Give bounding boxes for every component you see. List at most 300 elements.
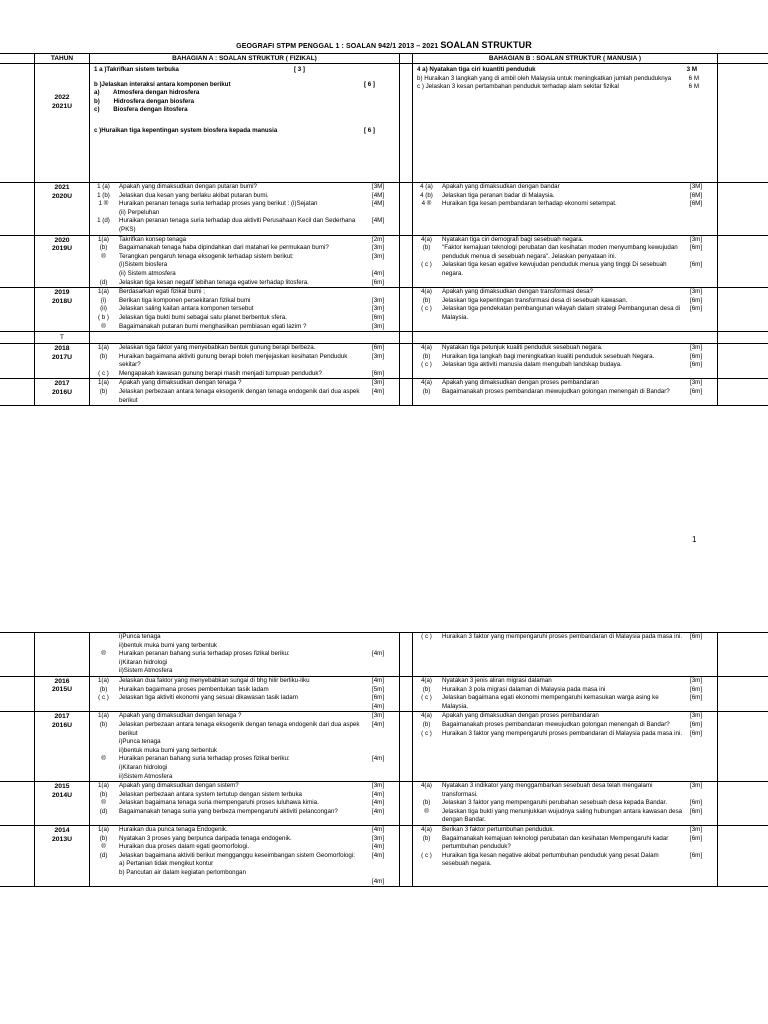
question-item-a bbox=[91, 353, 398, 370]
question-item-b bbox=[414, 799, 716, 808]
question-item-a bbox=[91, 323, 398, 332]
question-item-a bbox=[91, 826, 398, 835]
question-number: (b) bbox=[99, 834, 108, 842]
bahagian-a-cell bbox=[90, 183, 400, 235]
question-item-b bbox=[414, 236, 716, 245]
question-number: (ii) bbox=[100, 305, 107, 313]
bahagian-a-cell bbox=[90, 288, 400, 331]
question-item-b bbox=[414, 344, 716, 353]
bahagian-a-cell bbox=[90, 677, 400, 711]
question-text: Bagaimanakah tenaga haba dipindahkan dari matahari ke permukaan bumi? bbox=[119, 244, 329, 252]
question-mark: [3m] bbox=[690, 235, 703, 243]
question-number: ® bbox=[101, 322, 106, 330]
question-item-a bbox=[91, 288, 398, 297]
year-cell: 2015 2014U bbox=[34, 782, 90, 825]
question-item-b bbox=[414, 730, 716, 739]
question-mark: [6m] bbox=[690, 685, 703, 693]
question-text: Huraikan peranan bahang suria terhadap proses fizikal beriku: i)Kitaran hidrologi ii)Sistem Atmosfera bbox=[119, 755, 290, 780]
question-text: Huraikan tiga kesan negative akibat pertumbuhan penduduk yang pesat Dalam sesebuah negara. bbox=[442, 851, 659, 868]
question-item-a bbox=[91, 200, 398, 217]
question-mark bbox=[370, 667, 398, 676]
question-number: ( c ) bbox=[421, 305, 432, 313]
question-mark: [3m] bbox=[372, 252, 385, 260]
table-row bbox=[0, 712, 768, 782]
bahagian-a-cell bbox=[90, 236, 400, 288]
table-row bbox=[0, 344, 768, 379]
question-mark: [6m] bbox=[690, 261, 703, 269]
year-cell: 2019 2018U bbox=[34, 288, 90, 331]
intro-b-3-mark: 6 M bbox=[688, 83, 699, 91]
question-mark: [3m] bbox=[372, 834, 385, 842]
question-item-a bbox=[91, 192, 398, 201]
question-mark: [4m] bbox=[372, 843, 385, 851]
question-text: Huraikan peranan tenaga suria terhadap dua aktiviti Perusahaan Kecil dan Sederhana (PKS) bbox=[119, 217, 356, 233]
question-item-a bbox=[91, 314, 398, 323]
question-mark: [3M] bbox=[372, 183, 385, 190]
question-number: 1(a) bbox=[97, 676, 109, 684]
question-mark: [6m] bbox=[690, 352, 703, 360]
question-item-b bbox=[414, 183, 716, 192]
question-text: (ii) Sistem atmosfera bbox=[119, 269, 176, 277]
question-text: Jelaskan tiga kepentingan transformasi desa di sesebuah kawasan. bbox=[442, 296, 628, 304]
question-text: Mengapakah kawasan gunung berapi masih menjadi tumpuan penduduk? bbox=[119, 369, 322, 377]
question-item-a bbox=[91, 686, 398, 695]
question-number: (b) bbox=[99, 790, 108, 798]
question-item-a bbox=[91, 642, 398, 651]
year-cell: 2016 2015U bbox=[34, 677, 90, 711]
question-item-a bbox=[91, 703, 398, 712]
question-text: "Faktor kemajuan teknologi perubatan dan kesihatan moden menyumbang kewujudan penduduk menua di sesebuah negara". Jelaskan penyataan ini. bbox=[442, 244, 678, 260]
question-mark: [3m] bbox=[372, 782, 385, 790]
question-mark: [6m] bbox=[690, 851, 703, 859]
question-item-a bbox=[91, 721, 398, 755]
question-mark: [2m] bbox=[372, 235, 385, 243]
question-mark: [6m] bbox=[690, 720, 703, 728]
question-mark: [4m] bbox=[372, 720, 385, 728]
question-number: (b) bbox=[422, 244, 431, 252]
question-text: Jelaskan perbezaan antara system tertutup dengan sistem terbuka bbox=[119, 790, 302, 798]
question-number: ( c ) bbox=[98, 369, 109, 377]
question-item-a bbox=[91, 835, 398, 844]
table-row bbox=[0, 236, 768, 289]
question-mark: [3m] bbox=[690, 288, 703, 296]
table-row bbox=[0, 379, 768, 406]
question-mark: [4m] [4m] bbox=[372, 851, 385, 885]
question-text: Takrifkan konsep tenaga bbox=[119, 235, 187, 243]
question-number: (b) bbox=[422, 352, 431, 360]
question-number: 1(a) bbox=[97, 782, 109, 790]
question-number: (b) bbox=[422, 720, 431, 728]
question-text: Nyatakan tiga ciri demografi bagi sesebuah negara. bbox=[442, 235, 584, 243]
header-title: GEOGRAFI STPM PENGGAL 1 : SOALAN 942/1 2013 – 2021 bbox=[236, 43, 439, 50]
question-mark: [6m] bbox=[690, 799, 703, 807]
question-text: Jelaskan dua faktor yang menyebabkan sungai di bhg hilir berliku-liku bbox=[119, 676, 310, 684]
question-mark: [6m] bbox=[372, 344, 385, 352]
question-number: ® bbox=[101, 843, 106, 851]
col-tahun-header: TAHUN bbox=[34, 54, 90, 63]
question-mark: [6m] bbox=[690, 729, 703, 737]
question-text: Nyatakan 3 jenis aliran migrasi dalaman bbox=[442, 676, 552, 684]
question-text: i)Kitaran hidrologi bbox=[119, 658, 168, 666]
table-row bbox=[0, 782, 768, 826]
question-number: (b) bbox=[422, 296, 431, 304]
question-number bbox=[91, 270, 116, 279]
question-item-b bbox=[414, 686, 716, 695]
question-item-a bbox=[91, 782, 398, 791]
question-mark: [4m] bbox=[372, 269, 385, 277]
question-text: Jelaskan bagaimana tenaga suria mempengaruhi proses luluhawa kimia. bbox=[119, 799, 319, 807]
question-mark: [6m] bbox=[372, 369, 385, 377]
question-mark: [3m] bbox=[372, 322, 385, 330]
question-text: Jelaskan tiga faktor yang menyebabkan bentuk gunung berapi berbeza. bbox=[119, 344, 316, 352]
question-item-b bbox=[414, 835, 716, 852]
question-text: Jelaskan tiga bukti yang menunjukkan wujudnya saling hubungan antara kawasan desa dengan Bandar. bbox=[442, 807, 683, 824]
question-mark: [3m] bbox=[372, 305, 385, 313]
question-text: Apakah yang dimaksudkan dengan proses pembandaran bbox=[442, 712, 599, 720]
question-text: Apakah yang dimaksudkan dengan putaran bumi? bbox=[119, 183, 257, 190]
bahagian-a-cell bbox=[90, 633, 400, 676]
question-mark: [3m] bbox=[372, 296, 385, 304]
bahagian-a-cell bbox=[90, 344, 400, 378]
question-text: Jelaskan saling kaitan antara komponen tersebut bbox=[119, 305, 254, 313]
intro-a-1-mark: [ 3 ] bbox=[293, 66, 305, 73]
question-item-b bbox=[414, 712, 716, 721]
question-item-a bbox=[91, 379, 398, 388]
question-mark: [4m] bbox=[372, 702, 385, 710]
table-row bbox=[0, 677, 768, 712]
bahagian-b-cell bbox=[412, 782, 718, 825]
year-cell: 2020 2019U bbox=[34, 236, 90, 288]
intro-bahagian-b bbox=[412, 64, 718, 182]
question-text: Huraikan 3 pola migrasi dalaman di Malaysia pada masa ini bbox=[442, 685, 606, 693]
question-mark: [6m] bbox=[690, 388, 703, 396]
year-cell: 2022 2021U bbox=[34, 64, 90, 182]
question-text: Jelaskan tiga bukti bumi sebagai satu planet berbentuk sfera. bbox=[119, 313, 287, 321]
question-number: ® bbox=[101, 252, 106, 260]
question-mark: [4M] bbox=[372, 200, 385, 208]
table-page-2 bbox=[0, 632, 768, 887]
question-text: Huraikan 3 faktor yang mempengaruhi proses pembandaran di Malaysia pada masa ini. bbox=[442, 729, 683, 737]
question-item-a bbox=[91, 659, 398, 668]
question-mark: [6m] bbox=[690, 633, 703, 640]
question-mark: [4M] bbox=[372, 191, 385, 199]
intro-a-3: a) Atmosfera dengan hidrosfera bbox=[94, 89, 200, 96]
question-item-a bbox=[91, 852, 398, 886]
question-mark: [6m] bbox=[690, 694, 703, 702]
question-text: Apakah yang dimaksudkan dengan tenaga ? bbox=[119, 379, 242, 387]
question-mark: [6M] bbox=[690, 200, 703, 208]
intro-b-3: c ) Jelaskan 3 kesan pertambahan penduduk terhadap alam sekitar fizikal bbox=[417, 83, 619, 91]
question-number: ® bbox=[101, 799, 106, 807]
year-cell: 2017 2016U bbox=[34, 379, 90, 405]
bahagian-b-cell bbox=[412, 826, 718, 886]
question-item-b bbox=[414, 200, 716, 209]
question-number: ® bbox=[424, 807, 429, 815]
year-cell: 2021 2020U bbox=[34, 183, 90, 235]
question-text: Huraikan bagaimana aktiviti gunung berapi boleh menjejaskan kesihatan Penduduk sekitar? bbox=[119, 352, 348, 369]
question-item-a bbox=[91, 183, 398, 192]
question-text: Jelaskan tiga kesan egative kewujudan penduduk menua yang tinggi Di sesebuah negara. bbox=[442, 261, 667, 277]
question-number: ( c ) bbox=[421, 361, 432, 369]
intro-b-2-mark: 6 M bbox=[688, 74, 699, 82]
question-number: 1 (b) bbox=[97, 191, 110, 199]
question-item-b bbox=[414, 192, 716, 201]
question-number: 4 (a) bbox=[420, 183, 433, 190]
question-item-b bbox=[414, 388, 716, 397]
question-item-a bbox=[91, 244, 398, 253]
question-text: Nyatakan 3 proses yang berpunca daripada tenaga endogenik. bbox=[119, 834, 292, 842]
question-mark: [4m] bbox=[372, 807, 385, 815]
question-text: Huraikan dua punca tenaga Endogenik. bbox=[119, 826, 228, 834]
question-number: (b) bbox=[422, 799, 431, 807]
question-text: Huraikan peranan tenaga suria terhadap proses yang berikut : (i)Sejatan (ii) Perpeluhan bbox=[119, 200, 318, 216]
question-text: Bagaimanakah putaran bumi menghasilkan pembiasan egati lazim ? bbox=[119, 322, 307, 330]
question-text: Jelaskan tiga aktiviti ekonomi yang sesuai dikawasan tasik ladam bbox=[119, 694, 298, 702]
question-text: Bagaimanakah tenaga suria yang berbeza mempengaruhi aktiviti pelancongan? bbox=[119, 807, 338, 815]
question-text: Jelaskan 3 faktor yang mempengaruhi perubahan sesebuah desa kepada Bandar. bbox=[442, 799, 667, 807]
question-mark: [3m] bbox=[372, 352, 385, 360]
question-text: Jelaskan tiga aktiviti manusia dalam mengubah landskap budaya. bbox=[442, 361, 622, 369]
question-number: 4 ® bbox=[421, 200, 432, 208]
table-row bbox=[0, 183, 768, 236]
table-page-1 bbox=[0, 53, 768, 406]
question-number: 1(a) bbox=[97, 712, 109, 720]
document-header bbox=[0, 40, 768, 50]
bahagian-a-cell bbox=[90, 712, 400, 781]
question-text: Apakah yang dimaksudkan dengan tenaga ? bbox=[119, 712, 242, 720]
question-item-a bbox=[91, 633, 398, 642]
question-mark: [3M] bbox=[690, 183, 703, 190]
question-text: Huraikan 3 faktor yang mempengaruhi proses pembandaran di Malaysia pada masa ini. bbox=[442, 633, 683, 640]
question-mark: [3m] bbox=[690, 379, 703, 387]
table-row bbox=[0, 826, 768, 887]
intro-b-2: b) Huraikan 3 langkah yang di ambil oleh Malaysia untuk meningkatkan jumlah penduduknya bbox=[417, 74, 672, 82]
question-number bbox=[91, 659, 116, 668]
header-title-big: SOALAN STRUKTUR bbox=[440, 40, 532, 50]
bahagian-b-cell bbox=[412, 236, 718, 288]
question-number: ( c ) bbox=[421, 694, 432, 702]
question-item-b bbox=[414, 353, 716, 362]
t-marker: T bbox=[34, 332, 90, 344]
question-mark: [3m] bbox=[690, 782, 703, 790]
intro-a-1: 1 a )Takrifkan sistem terbuka bbox=[94, 66, 179, 73]
question-number: 1(a) bbox=[97, 826, 109, 834]
question-number: ® bbox=[101, 650, 106, 658]
question-number: 4 (b) bbox=[420, 191, 433, 199]
question-text: Bagaimanakah kemajuan teknologi perubatan dan kesihatan Mempengaruhi kadar pertumbuhan penduduk? bbox=[442, 834, 669, 851]
question-text: Berdasarkan egati fizikal bumi ; bbox=[119, 288, 205, 296]
question-number: ® bbox=[101, 755, 106, 763]
bahagian-b-cell bbox=[412, 712, 718, 781]
question-item-a bbox=[91, 843, 398, 852]
question-number: (b) bbox=[99, 388, 108, 396]
intro-a-4: b) Hidrosfera dengan biosfera bbox=[94, 97, 195, 105]
bahagian-b-cell bbox=[412, 677, 718, 711]
question-item-a bbox=[91, 217, 398, 234]
intro-a-6-mark: [ 6 ] bbox=[363, 126, 375, 134]
question-number: (d) bbox=[99, 807, 108, 815]
intro-a-5: c) Biosfera dengan litosfera bbox=[94, 106, 188, 113]
question-number: ( c ) bbox=[421, 633, 432, 640]
question-item-b bbox=[414, 379, 716, 388]
bahagian-a-cell bbox=[90, 379, 400, 405]
question-number bbox=[91, 642, 116, 651]
question-item-a bbox=[91, 799, 398, 808]
question-number: (b) bbox=[99, 685, 108, 693]
question-mark: [4m] bbox=[372, 826, 385, 834]
question-text: Berikan 3 faktor pertumbuhan penduduk. bbox=[442, 826, 555, 834]
question-item-a bbox=[91, 305, 398, 314]
question-item-a bbox=[91, 712, 398, 721]
question-number: (b) bbox=[99, 720, 108, 728]
question-item-b bbox=[414, 826, 716, 835]
question-text: Apakah yang dimaksudkan dengan proses pembandaran bbox=[442, 379, 599, 387]
question-mark: [6m] bbox=[690, 305, 703, 313]
question-item-a bbox=[91, 808, 398, 817]
question-number bbox=[91, 633, 116, 642]
page-number: 1 bbox=[692, 535, 697, 544]
question-mark: [4m] bbox=[372, 650, 385, 658]
question-text: ii)bentuk muka bumi yang terbentuk bbox=[119, 641, 218, 649]
intro-bahagian-a bbox=[90, 64, 400, 182]
bahagian-b-cell bbox=[412, 183, 718, 235]
question-text: Jelaskan perbezaan antara tenaga eksogenik dengan tenaga endogenik dari dua aspek berikut i)Punca tenaga ii)bentuk muka bumi yang terbentuk bbox=[119, 720, 360, 754]
intro-a-6: c )Huraikan tiga kepentingan system biosfera kepada manusia bbox=[94, 126, 278, 134]
bahagian-b-cell bbox=[412, 633, 718, 676]
question-mark: [5m] bbox=[372, 685, 385, 693]
question-number: 1 (d) bbox=[97, 217, 110, 225]
question-text: Apakah yang dimaksudkan dengan transformasi desa? bbox=[442, 288, 594, 296]
question-mark bbox=[370, 633, 398, 642]
question-mark: [6m] bbox=[372, 278, 385, 286]
question-number: 1(a) bbox=[97, 235, 109, 243]
question-number: 1(a) bbox=[97, 379, 109, 387]
question-number: (d) bbox=[99, 278, 108, 286]
question-number: ( c ) bbox=[98, 694, 109, 702]
question-text: Huraikan peranan bahang suria terhadap proses fizikal beriku: bbox=[119, 650, 290, 658]
question-item-a bbox=[91, 694, 398, 703]
question-number: 4(a) bbox=[420, 712, 432, 720]
question-number: (i) bbox=[100, 296, 107, 304]
question-item-a bbox=[91, 388, 398, 405]
question-number bbox=[91, 667, 116, 676]
question-number: ( b ) bbox=[97, 313, 109, 321]
t-row bbox=[0, 332, 768, 344]
question-item-a bbox=[91, 755, 398, 781]
question-item-a bbox=[91, 791, 398, 800]
intro-a-2: b )Jelaskan interaksi antara komponen berikut bbox=[94, 80, 231, 88]
question-number: 1 (a) bbox=[97, 183, 110, 190]
question-number: 4(a) bbox=[420, 782, 432, 790]
question-text: Huraikan dua proses dalam egati geomorfologi. bbox=[119, 843, 250, 851]
question-number: ( c ) bbox=[421, 851, 432, 859]
question-item-b bbox=[414, 721, 716, 730]
question-number bbox=[91, 703, 116, 712]
table-header bbox=[0, 53, 768, 64]
question-mark: [6m] bbox=[690, 296, 703, 304]
question-item-a bbox=[91, 650, 398, 659]
question-text: Huraikan bagaimana proses pembentukan tasik ladam bbox=[119, 685, 269, 693]
question-number: (d) bbox=[99, 851, 108, 859]
question-item-a bbox=[91, 270, 398, 279]
question-item-b bbox=[414, 677, 716, 686]
year-cell-empty bbox=[34, 633, 90, 676]
question-item-b bbox=[414, 852, 716, 869]
bahagian-b-cell bbox=[412, 344, 718, 378]
bahagian-a-cell bbox=[90, 782, 400, 825]
question-text: Bagaimanakah proses pembandaran mewujudkan golongan menengah di Bandar? bbox=[442, 388, 670, 396]
question-number: 1 ® bbox=[98, 200, 109, 208]
question-number: 4(a) bbox=[420, 676, 432, 684]
question-item-a bbox=[91, 344, 398, 353]
question-text: Nyatakan tiga petunjuk kualiti penduduk sesebuah negara. bbox=[442, 344, 603, 352]
question-mark: [4M] bbox=[372, 217, 385, 225]
question-item-a bbox=[91, 253, 398, 270]
question-mark bbox=[370, 288, 398, 297]
question-mark: [4m] bbox=[372, 676, 385, 684]
question-number: (b) bbox=[422, 685, 431, 693]
question-text: Jelaskan tiga kesan negatif lebihan tenaga egative terhadap litosfera. bbox=[119, 278, 309, 286]
question-text: Terangkan pengaruh tenaga eksogenik terhadap sistem berikut: (i)Sistem biosfera bbox=[119, 252, 294, 269]
question-item-b bbox=[414, 633, 716, 642]
question-mark: [3m] bbox=[372, 379, 385, 387]
question-item-a bbox=[91, 667, 398, 676]
intro-b-1: 4 a) Nyatakan tiga ciri kuantiti penduduk bbox=[417, 66, 536, 73]
question-text: Berikan tiga komponen persekitaran fizikal bumi bbox=[119, 296, 251, 304]
question-mark: [4m] bbox=[372, 790, 385, 798]
question-mark bbox=[370, 642, 398, 651]
question-text: Jelaskan bagaimana egati ekonomi mempengaruhi kemasukan warga asing ke Malaysia. bbox=[442, 694, 659, 710]
question-item-b bbox=[414, 808, 716, 825]
question-number: 4(a) bbox=[420, 288, 432, 296]
question-mark: [4m] bbox=[372, 799, 385, 807]
question-text bbox=[116, 703, 370, 712]
question-text: Huraikan tiga langkah bagi meningkatkan kualiti penduduk sesebuah Negara. bbox=[442, 352, 655, 360]
year-cell: 2017 2016U bbox=[34, 712, 90, 781]
question-mark: [6m] bbox=[690, 244, 703, 252]
question-item-a bbox=[91, 370, 398, 379]
question-number: 4(a) bbox=[420, 235, 432, 243]
question-number: 4(a) bbox=[420, 344, 432, 352]
bahagian-b-cell bbox=[412, 379, 718, 405]
question-text: Jelaskan bagaimana aktiviti berikut mengganggu keseimbangan sistem Geomorfologi: a) Pertanian tidak mengikut kontur b) Pancutan air dalam kegiatan perlombongan bbox=[119, 851, 355, 877]
bahagian-a-cell bbox=[90, 826, 400, 886]
question-mark: [6M] bbox=[690, 191, 703, 199]
question-text: Jelaskan tiga pendekatan pembangunan wilayah dalam strategi Pembangunan desa di Malaysia. bbox=[442, 305, 681, 321]
question-text: Nyatakan 3 indikator yang menggambarkan sesebuah desa telah mengalami transformasi. bbox=[442, 782, 653, 798]
question-item-b bbox=[414, 305, 716, 322]
question-item-b bbox=[414, 261, 716, 278]
question-text: Jelaskan perbezaan antara tenaga eksogenik dengan tenaga endogenik dari dua aspek berikut bbox=[119, 388, 360, 404]
question-mark: [6m] bbox=[690, 807, 703, 815]
question-number: 1(a) bbox=[97, 288, 109, 296]
col-bahagian-a-header: BAHAGIAN A : SOALAN STRUKTUR ( FIZIKAL) bbox=[90, 54, 400, 63]
question-item-a bbox=[91, 677, 398, 686]
question-mark: [4m] bbox=[372, 388, 385, 396]
question-mark: [6m] bbox=[690, 361, 703, 369]
question-mark: [3m] bbox=[690, 712, 703, 720]
question-number: (b) bbox=[99, 244, 108, 252]
question-text: ii)Sistem Atmosfera bbox=[119, 667, 173, 675]
question-text: Jelaskan tiga peranan badar di Malaysia. bbox=[442, 191, 555, 199]
question-mark: [6m] bbox=[690, 834, 703, 842]
question-text: Huraikan tiga kesan pembandaran terhadap ekonomi setempat. bbox=[442, 200, 617, 208]
question-mark: [4m] bbox=[372, 755, 385, 763]
question-text: Apakah yang dimaksudkan dengan sistem? bbox=[119, 782, 239, 790]
col-bahagian-b-header: BAHAGIAN B : SOALAN STRUKTUR ( MANUSIA ) bbox=[412, 54, 718, 63]
question-item-a bbox=[91, 297, 398, 306]
question-number: (b) bbox=[422, 834, 431, 842]
